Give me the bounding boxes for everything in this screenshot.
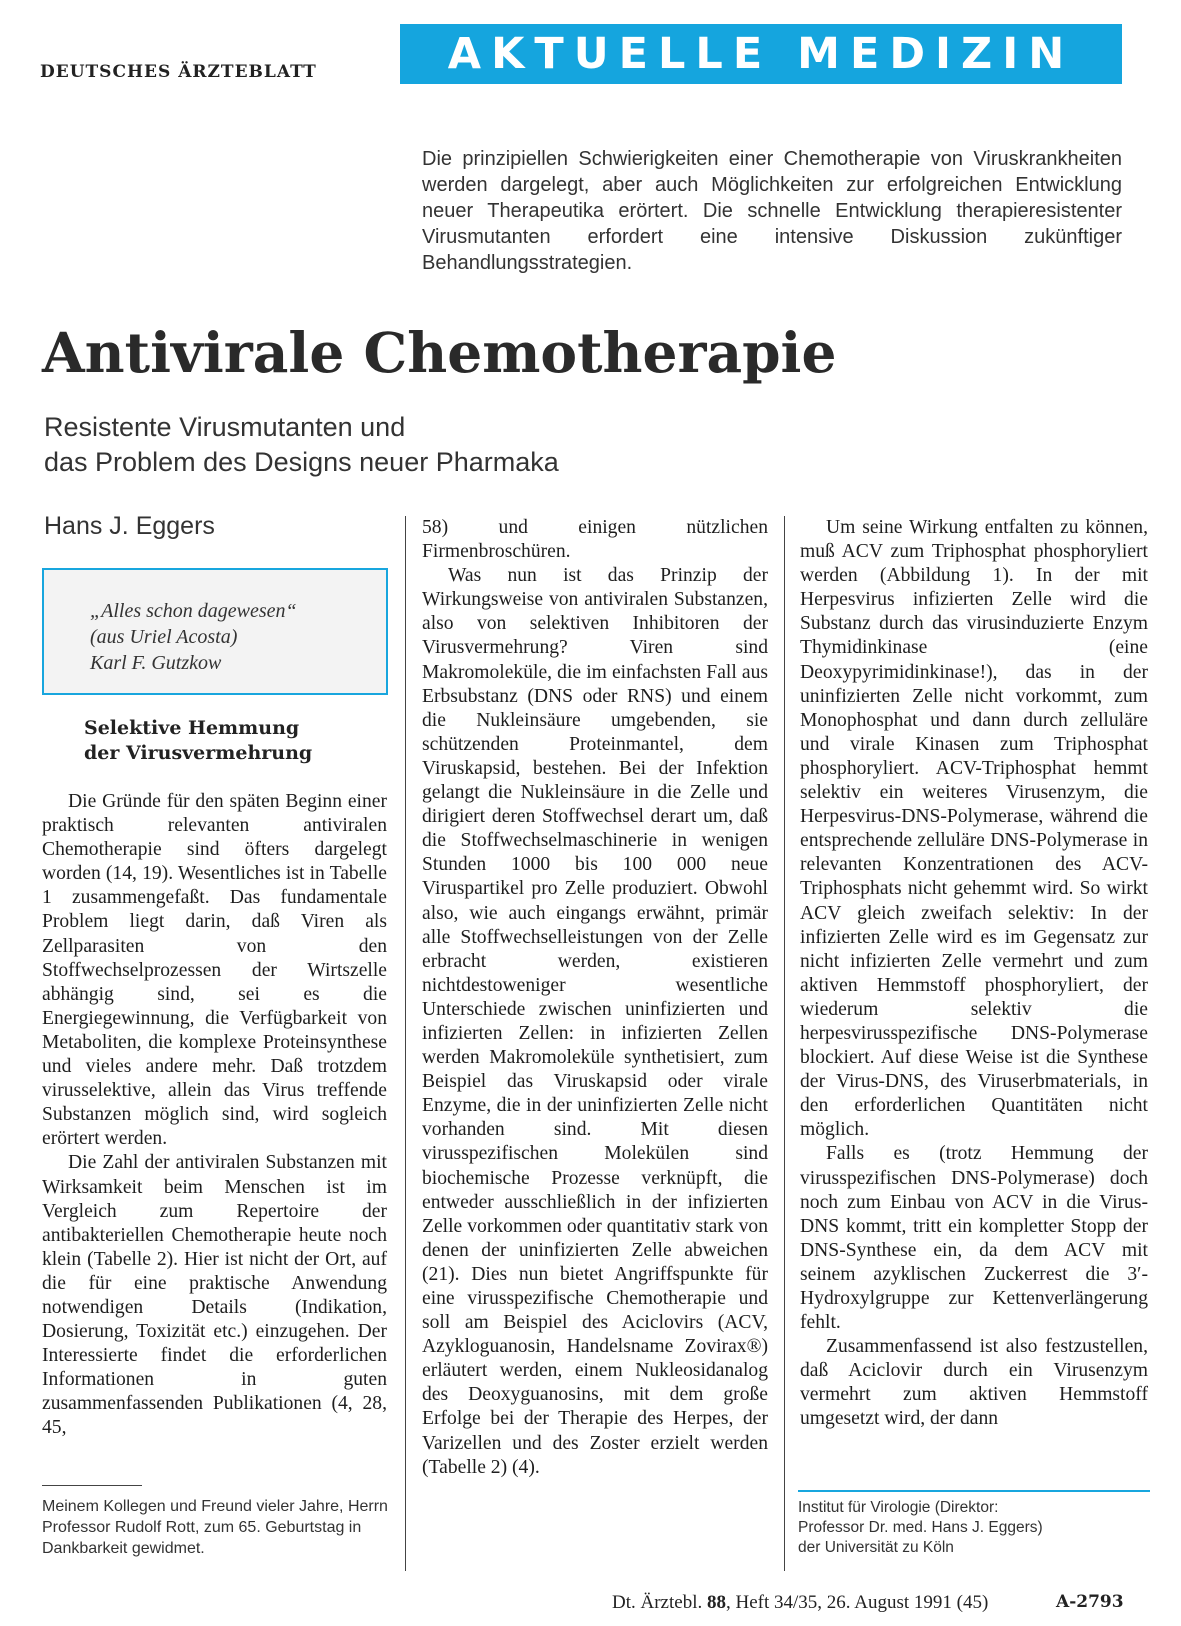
body-column-3 <box>800 516 1148 1432</box>
footnote-rule <box>42 1485 142 1486</box>
body-column-1 <box>42 790 387 1441</box>
column-divider <box>784 516 785 1571</box>
footer-volume: 88 <box>706 1592 726 1613</box>
body-paragraph: Zusammenfassend ist also festzustellen, daß Aciclovir durch ein Virusenzym vermehrt zum aktiven Hemmstoff umgesetzt wird, der dann <box>800 1336 1148 1430</box>
column-divider <box>405 516 406 1571</box>
body-paragraph: Um seine Wirkung entfalten zu können, muß ACV zum Triphosphat phosphoryliert werden (Abbildung 1). In der mit Herpesvirus infizierten Zelle wird die Substanz durch das virusinduzierte Enzym Thymidinkinase (eine Deoxypyrimidinkinase!), das in der uninfizierten Zelle nicht vorkommt, zum Monophosphat und dann durch zelluläre und virale Kinasen zum Triphosphat phosphoryliert. ACV-Triphosphat hemmt selektiv ein weiteres Virusenzym, die Herpesvirus-DNS-Polymerase, während die entsprechende zelluläre DNS-Polymerase in relevanten Konzentrationen des ACV-Triphosphats nicht gehemmt wird. So wirkt ACV gleich zweifach selektiv: In der infizierten Zelle wird es im Gegensatz zur nicht infizierten Zelle vermehrt und zum aktiven Hemmstoff phosphoryliert, der wiederum selektiv die herpesvirusspezifische DNS-Polymerase blockiert. Auf diese Weise ist die Synthese der Virus-DNS, des Viruserbmaterials, in den erforderlichen Quantitäten nicht möglich. <box>800 517 1148 1141</box>
dedication-footnote: Meinem Kollegen und Freund vieler Jahre, Herrn Professor Rudolf Rott, zum 65. Geburtstag in Dankbarkeit gewidmet. <box>42 1498 388 1557</box>
affiliation-line-3: der Universität zu Köln <box>798 1539 954 1556</box>
body-paragraph: Die Gründe für den späten Beginn einer praktisch relevanten antiviralen Chemotherapie sind öfters dargelegt worden (14, 19). Wesentliches ist in Tabelle 1 zusammengefaßt. Das fundamentale Problem liegt darin, daß Viren als Zellparasiten von den Stoffwechselprozessen der Wirtszelle abhängig sind, sei es die Energiegewinnung, die Verfügbarkeit von Metaboliten, die komplexe Proteinsynthese und vieles andere mehr. Daß trotzdem virusselektive, allein das Virus treffende Substanzen möglich sind, wird sogleich erörtert werden. <box>42 791 387 1150</box>
article-title: Antivirale Chemotherapie <box>42 320 837 385</box>
section-heading <box>84 716 312 766</box>
section-banner: AKTUELLE MEDIZIN <box>400 24 1122 84</box>
epigraph <box>90 598 380 676</box>
citation-footer <box>612 1592 988 1614</box>
author-name: Hans J. Eggers <box>44 512 215 540</box>
lead-abstract: Die prinzipiellen Schwierigkeiten einer Chemotherapie von Viruskrankheiten werden dargelegt, aber auch Möglichkeiten zur erfolgreichen Entwicklung neuer Therapeutika erörtert. Die schnelle Entwicklung therapieresistenter Virusmutanten erfordert eine intensive Diskussion zukünftiger Behandlungsstrategien. <box>422 148 1122 274</box>
epigraph-author: Karl F. Gutzkow <box>90 652 222 674</box>
page-number: A-2793 <box>1056 1592 1124 1612</box>
footer-journal: Dt. Ärztebl. <box>612 1592 703 1613</box>
body-paragraph: Falls es (trotz Hemmung der virusspezifischen DNS-Polymerase) doch noch zum Einbau von ACV in die Virus-DNS kommt, tritt ein kompletter Stopp der DNS-Synthese ein, da dem ACV mit seinem azyklischen Zuckerrest die 3′-Hydroxylgruppe zur Kettenverlängerung fehlt. <box>800 1143 1148 1334</box>
body-column-2 <box>422 516 768 1480</box>
footer-issue: , Heft 34/35, 26. August 1991 (45) <box>725 1592 989 1613</box>
subtitle-line-1: Resistente Virusmutanten und <box>44 412 406 442</box>
epigraph-source: (aus Uriel Acosta) <box>90 626 238 648</box>
article-subtitle <box>44 410 764 480</box>
affiliation-rule <box>798 1490 1150 1492</box>
section-heading-line-2: der Virusvermehrung <box>84 742 313 764</box>
epigraph-quote: „Alles schon dagewesen“ <box>90 600 297 622</box>
journal-masthead: DEUTSCHES ÄRZTEBLATT <box>40 62 317 82</box>
body-paragraph: 58) und einigen nützlichen Firmenbroschüren. <box>422 517 768 563</box>
body-paragraph: Die Zahl der antiviralen Substanzen mit Wirksamkeit beim Menschen ist im Vergleich zum Repertoire der antibakteriellen Chemotherapie heute noch klein (Tabelle 2). Hier ist nicht der Ort, auf die für eine praktische Anwendung notwendigen Details (Indikation, Dosierung, Toxizität etc.) einzugehen. Der Interessierte findet die erforderlichen Informationen in guten zusammenfassenden Publikationen (4, 28, 45, <box>42 1152 387 1439</box>
affiliation-line-1: Institut für Virologie (Direktor: <box>798 1499 999 1516</box>
affiliation-line-2: Professor Dr. med. Hans J. Eggers) <box>798 1519 1043 1536</box>
subtitle-line-2: das Problem des Designs neuer Pharmaka <box>44 447 559 477</box>
body-paragraph: Was nun ist das Prinzip der Wirkungsweise von antiviralen Substanzen, also von selektiven Inhibitoren der Virusvermehrung? Viren sind Makromoleküle, die im einfachsten Fall aus Erbsubstanz (DNS oder RNS) und einem die Nukleinsäure umgebenden, sie schützenden Proteinmantel, dem Viruskapsid, bestehen. Bei der Infektion gelangt die Nukleinsäure in die Zelle und dirigiert deren Stoffwechsel derart um, daß die Stoffwechselmaschinerie in wenigen Stunden 1000 bis 100 000 neue Viruspartikel pro Zelle produziert. Obwohl also, wie auch eingangs erwähnt, primär alle Stoffwechselleistungen von der Zelle erbracht werden, existieren nichtdestoweniger wesentliche Unterschiede zwischen uninfizierten und infizierten Zellen: in infizierten Zellen werden Makromoleküle synthetisiert, zum Beispiel das Viruskapsid oder virale Enzyme, die in der uninfizierten Zelle nicht vorhanden sind. Mit diesen virusspezifischen Molekülen sind biochemische Prozesse verknüpft, die entweder ausschließlich in der infizierten Zelle vorkommen oder quantitativ stark von denen der uninfizierten Zelle abweichen (21). Dies nun bietet Angriffspunkte für eine virusspezifische Chemotherapie und soll am Beispiel des Aciclovirs (ACV, Azykloguanosin, Handelsname Zovirax®) erläutert werden, einem Nukleosidanalog des Deoxyguanosins, mit dem große Erfolge bei der Therapie des Herpes, der Varizellen und des Zoster erzielt werden (Tabelle 2) (4). <box>422 565 768 1478</box>
author-affiliation <box>798 1498 1150 1558</box>
section-heading-line-1: Selektive Hemmung <box>84 717 300 739</box>
